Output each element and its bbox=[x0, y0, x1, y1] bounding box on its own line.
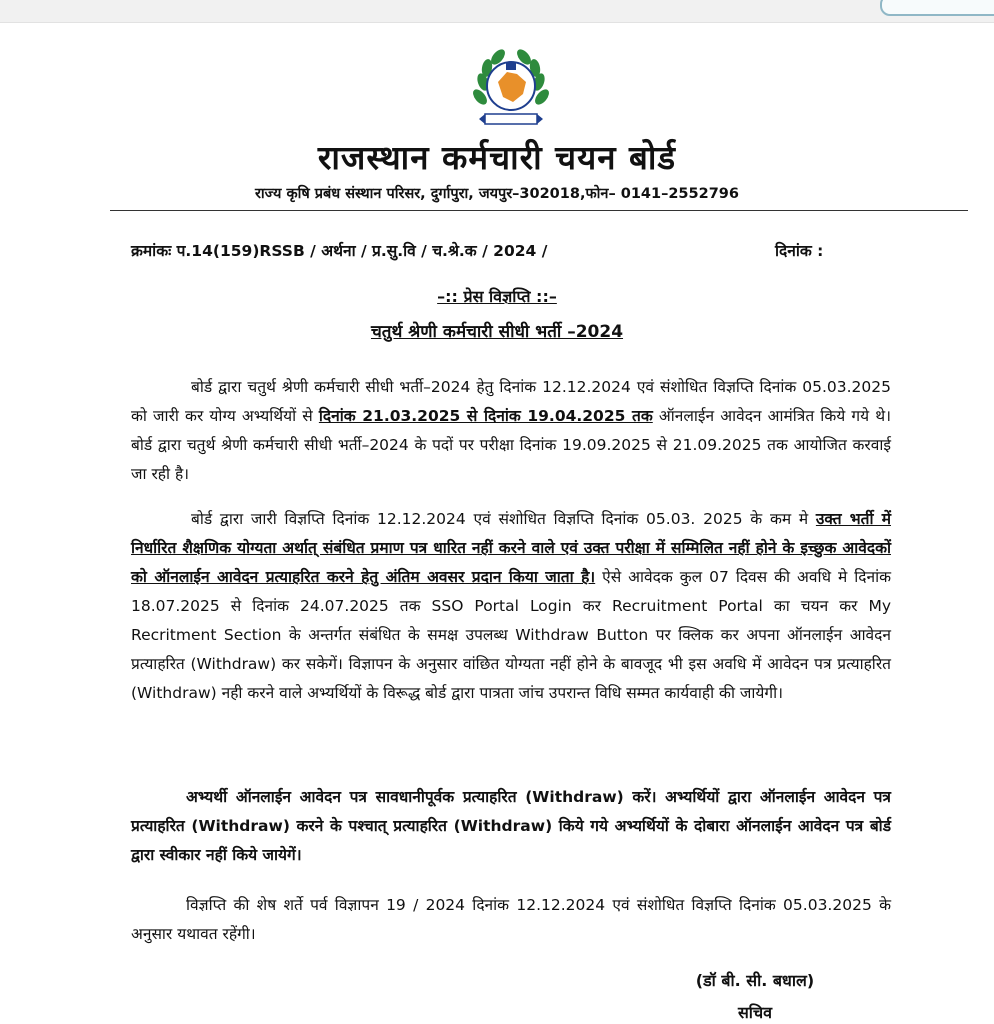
paragraph-2-underlined: उक्त भर्ती में निर्धारित शैक्षणिक योग्यता अर्थात् संबंधित प्रमाण पत्र धारित नहीं करने वाले एवं उक्त परीक्षा में सम्मिलित नहीं होने के इच्छुक आवेदकों को ऑनलाईन आवेदन प्रत्याहरित करने हेतु अंतिम अवसर प्रदान किया जाता है। bbox=[131, 510, 891, 586]
rsmssb-emblem-icon bbox=[471, 42, 551, 132]
paragraph-3-text: अभ्यर्थी ऑनलाईन आवेदन पत्र सावधानीपूर्वक प्रत्याहरित (Withdraw) करें। अभ्यर्थियों द्वारा ऑनलाईन आवेदन पत्र प्रत्याहरित (Withdraw) करने के पश्चात् प्रत्याहरित (Withdraw) किये गये अभ्यर्थियों के दोबारा ऑनलाईन आवेदन पत्र बोर्ड द्वारा स्वीकार नहीं किये जायेगें। bbox=[131, 788, 891, 864]
paragraph-1-text-a: बोर्ड द्वारा चतुर्थ श्रेणी कर्मचारी सीधी भर्ती–2024 हेतु दिनांक 12.12.2024 एवं संशोधित विज्ञप्ति दिनांक 05.03.2025 को जारी कर योग्य अभ्यर्थियों से bbox=[131, 378, 891, 425]
toolbar-pill[interactable] bbox=[880, 0, 994, 16]
paragraph-1-text-b: ऑनलाईन आवेदन आमंत्रित किये गये थे। बोर्ड द्वारा चतुर्थ श्रेणी कर्मचारी सीधी भर्ती–2024 के पदों पर परीक्षा दिनांक 19.09.2025 से 21.09.2025 तक आयोजित करवाई जा रही है। bbox=[131, 407, 891, 483]
paragraph-4-text: विज्ञप्ति की शेष शर्ते पर्व विज्ञापन 19 / 2024 दिनांक 12.12.2024 एवं संशोधित विज्ञप्ति दिनांक 05.03.2025 के अनुसार यथावत रहेंगी। bbox=[131, 896, 891, 943]
notice-subject: चतुर्थ श्रेणी कर्मचारी सीधी भर्ती –2024 bbox=[370, 322, 624, 342]
paragraph-2-text-a: बोर्ड द्वारा जारी विज्ञप्ति दिनांक 12.12.2024 एवं संशोधित विज्ञप्ति दिनांक 05.03. 2025 के कम मे bbox=[191, 510, 816, 528]
press-release-heading: –:: प्रेस विज्ञप्ति ::– bbox=[437, 287, 557, 306]
top-toolbar-strip bbox=[0, 0, 994, 23]
board-address: राज्य कृषि प्रबंध संस्थान परिसर, दुर्गापुरा, जयपुर–302018,फोन– 0141–2552796 bbox=[255, 186, 739, 202]
paragraph-1-underlined: दिनांक 21.03.2025 से दिनांक 19.04.2025 तक bbox=[318, 407, 653, 425]
paragraph-3 bbox=[131, 783, 891, 870]
header-divider bbox=[110, 210, 968, 211]
paragraph-2 bbox=[131, 505, 891, 708]
paragraph-2-text-b: ऐसे आवेदक कुल 07 दिवस की अवधि मे दिनांक 18.07.2025 से दिनांक 24.07.2025 तक SSO Portal Login कर Recruitment Portal का चयन कर My Recritment Section के अन्तर्गत संबंधित के समक्ष उपलब्ध Withdraw Button पर क्लिक कर अपना ऑनलाईन आवेदन प्रत्याहरित (Withdraw) कर सकेगें। विज्ञापन के अनुसार वांछित योग्यता नहीं होने के बावजूद भी इस अवधि में आवेदन पत्र प्रत्याहरित (Withdraw) नही करने वाले अभ्यर्थियों के विरूद्ध बोर्ड द्वारा पात्रता जांच उपरान्त विधि सम्मत कार्यवाही की जायेगी। bbox=[131, 568, 891, 702]
reference-number: क्रमांकः प.14(159)RSSB / अर्थना / प्र.सु.वि / च.श्रे.क / 2024 / bbox=[131, 242, 548, 260]
board-title: राजस्थान कर्मचारी चयन बोर्ड bbox=[317, 138, 677, 177]
paragraph-1 bbox=[131, 373, 891, 489]
date-label: दिनांक : bbox=[775, 242, 824, 260]
paragraph-4 bbox=[131, 891, 891, 949]
signatory-designation: सचिव bbox=[737, 1003, 773, 1022]
signatory-name: (डॉ बी. सी. बधाल) bbox=[695, 971, 815, 990]
